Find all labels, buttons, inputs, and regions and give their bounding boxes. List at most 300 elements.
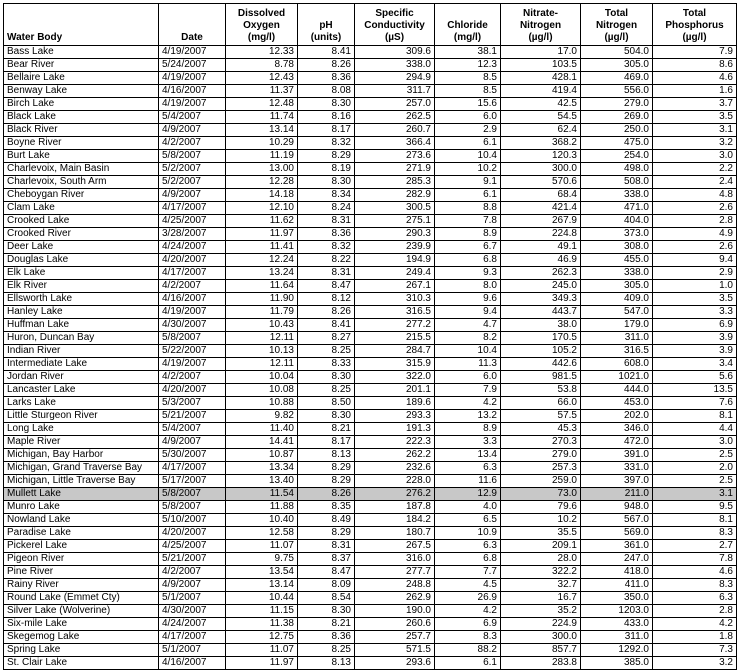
cell-water-body[interactable]: Round Lake (Emmet Cty) (4, 592, 159, 605)
cell-date[interactable]: 5/22/2007 (159, 345, 226, 358)
cell-total-nitrogen[interactable]: 311.0 (581, 631, 653, 644)
cell-specific-conductivity[interactable]: 273.6 (355, 150, 435, 163)
cell-total-phosphorus[interactable]: 2.6 (653, 241, 737, 254)
cell-date[interactable]: 5/2/2007 (159, 176, 226, 189)
table-row[interactable] (4, 423, 737, 436)
cell-total-nitrogen[interactable]: 948.0 (581, 501, 653, 514)
cell-nitrate-nitrogen[interactable]: 120.3 (501, 150, 581, 163)
cell-date[interactable]: 4/25/2007 (159, 540, 226, 553)
table-row[interactable] (4, 618, 737, 631)
cell-total-nitrogen[interactable]: 569.0 (581, 527, 653, 540)
cell-ph[interactable]: 8.50 (298, 397, 355, 410)
cell-total-nitrogen[interactable]: 444.0 (581, 384, 653, 397)
cell-total-nitrogen[interactable]: 498.0 (581, 163, 653, 176)
cell-total-phosphorus[interactable]: 1.6 (653, 85, 737, 98)
cell-specific-conductivity[interactable]: 290.3 (355, 228, 435, 241)
cell-nitrate-nitrogen[interactable]: 428.1 (501, 72, 581, 85)
cell-nitrate-nitrogen[interactable]: 349.3 (501, 293, 581, 306)
cell-chloride[interactable]: 6.8 (435, 553, 501, 566)
cell-total-phosphorus[interactable]: 3.4 (653, 358, 737, 371)
cell-date[interactable]: 4/16/2007 (159, 85, 226, 98)
cell-total-phosphorus[interactable]: 3.3 (653, 306, 737, 319)
cell-water-body[interactable]: Larks Lake (4, 397, 159, 410)
cell-total-nitrogen[interactable]: 472.0 (581, 436, 653, 449)
cell-specific-conductivity[interactable]: 201.1 (355, 384, 435, 397)
cell-dissolved-oxygen[interactable]: 12.75 (226, 631, 298, 644)
cell-ph[interactable]: 8.25 (298, 345, 355, 358)
cell-ph[interactable]: 8.29 (298, 527, 355, 540)
cell-chloride[interactable]: 6.8 (435, 254, 501, 267)
cell-date[interactable]: 4/9/2007 (159, 579, 226, 592)
cell-total-phosphorus[interactable]: 2.2 (653, 163, 737, 176)
table-row[interactable] (4, 319, 737, 332)
cell-ph[interactable]: 8.36 (298, 631, 355, 644)
cell-chloride[interactable]: 38.1 (435, 46, 501, 59)
cell-date[interactable]: 4/30/2007 (159, 605, 226, 618)
table-row[interactable] (4, 384, 737, 397)
cell-total-nitrogen[interactable]: 311.0 (581, 332, 653, 345)
cell-total-phosphorus[interactable]: 6.3 (653, 592, 737, 605)
cell-nitrate-nitrogen[interactable]: 270.3 (501, 436, 581, 449)
cell-specific-conductivity[interactable]: 222.3 (355, 436, 435, 449)
cell-chloride[interactable]: 6.0 (435, 111, 501, 124)
cell-nitrate-nitrogen[interactable]: 28.0 (501, 553, 581, 566)
cell-water-body[interactable]: Paradise Lake (4, 527, 159, 540)
cell-specific-conductivity[interactable]: 190.0 (355, 605, 435, 618)
cell-chloride[interactable]: 9.3 (435, 267, 501, 280)
cell-nitrate-nitrogen[interactable]: 46.9 (501, 254, 581, 267)
cell-ph[interactable]: 8.29 (298, 462, 355, 475)
cell-nitrate-nitrogen[interactable]: 209.1 (501, 540, 581, 553)
cell-specific-conductivity[interactable]: 315.9 (355, 358, 435, 371)
table-row[interactable] (4, 137, 737, 150)
cell-dissolved-oxygen[interactable]: 11.37 (226, 85, 298, 98)
cell-chloride[interactable]: 10.9 (435, 527, 501, 540)
cell-water-body[interactable]: Bass Lake (4, 46, 159, 59)
cell-chloride[interactable]: 6.1 (435, 137, 501, 150)
cell-dissolved-oxygen[interactable]: 10.43 (226, 319, 298, 332)
cell-specific-conductivity[interactable]: 322.0 (355, 371, 435, 384)
cell-ph[interactable]: 8.32 (298, 241, 355, 254)
cell-ph[interactable]: 8.31 (298, 267, 355, 280)
cell-dissolved-oxygen[interactable]: 14.18 (226, 189, 298, 202)
cell-water-body[interactable]: Silver Lake (Wolverine) (4, 605, 159, 618)
column-header-ph[interactable] (298, 4, 355, 46)
cell-date[interactable]: 5/2/2007 (159, 163, 226, 176)
cell-total-phosphorus[interactable]: 4.6 (653, 566, 737, 579)
table-row[interactable] (4, 488, 737, 501)
cell-dissolved-oxygen[interactable]: 11.41 (226, 241, 298, 254)
table-row[interactable] (4, 111, 737, 124)
cell-dissolved-oxygen[interactable]: 12.11 (226, 332, 298, 345)
cell-ph[interactable]: 8.37 (298, 553, 355, 566)
cell-total-nitrogen[interactable]: 1292.0 (581, 644, 653, 657)
table-row[interactable] (4, 644, 737, 657)
cell-nitrate-nitrogen[interactable]: 103.5 (501, 59, 581, 72)
cell-total-nitrogen[interactable]: 350.0 (581, 592, 653, 605)
cell-total-phosphorus[interactable]: 1.0 (653, 280, 737, 293)
cell-nitrate-nitrogen[interactable]: 17.0 (501, 46, 581, 59)
cell-water-body[interactable]: Bellaire Lake (4, 72, 159, 85)
cell-nitrate-nitrogen[interactable]: 105.2 (501, 345, 581, 358)
table-row[interactable] (4, 163, 737, 176)
cell-dissolved-oxygen[interactable]: 10.13 (226, 345, 298, 358)
cell-water-body[interactable]: Elk River (4, 280, 159, 293)
cell-dissolved-oxygen[interactable]: 12.33 (226, 46, 298, 59)
cell-date[interactable]: 4/2/2007 (159, 566, 226, 579)
cell-specific-conductivity[interactable]: 191.3 (355, 423, 435, 436)
cell-ph[interactable]: 8.41 (298, 319, 355, 332)
cell-specific-conductivity[interactable]: 284.7 (355, 345, 435, 358)
cell-dissolved-oxygen[interactable]: 11.40 (226, 423, 298, 436)
cell-water-body[interactable]: Skegemog Lake (4, 631, 159, 644)
cell-chloride[interactable]: 6.1 (435, 189, 501, 202)
table-row[interactable] (4, 436, 737, 449)
cell-ph[interactable]: 8.47 (298, 280, 355, 293)
cell-water-body[interactable]: Ellsworth Lake (4, 293, 159, 306)
table-row[interactable] (4, 124, 737, 137)
cell-specific-conductivity[interactable]: 293.6 (355, 657, 435, 670)
cell-ph[interactable]: 8.54 (298, 592, 355, 605)
cell-dissolved-oxygen[interactable]: 10.88 (226, 397, 298, 410)
cell-date[interactable]: 4/24/2007 (159, 241, 226, 254)
cell-date[interactable]: 4/19/2007 (159, 358, 226, 371)
cell-specific-conductivity[interactable]: 277.2 (355, 319, 435, 332)
cell-date[interactable]: 4/19/2007 (159, 46, 226, 59)
cell-date[interactable]: 4/30/2007 (159, 319, 226, 332)
cell-date[interactable]: 4/20/2007 (159, 527, 226, 540)
cell-total-phosphorus[interactable]: 3.9 (653, 332, 737, 345)
table-row[interactable] (4, 358, 737, 371)
cell-total-phosphorus[interactable]: 8.6 (653, 59, 737, 72)
cell-nitrate-nitrogen[interactable]: 245.0 (501, 280, 581, 293)
cell-date[interactable]: 5/4/2007 (159, 111, 226, 124)
cell-total-nitrogen[interactable]: 418.0 (581, 566, 653, 579)
cell-chloride[interactable]: 10.4 (435, 150, 501, 163)
cell-total-phosphorus[interactable]: 4.8 (653, 189, 737, 202)
cell-water-body[interactable]: Little Sturgeon River (4, 410, 159, 423)
cell-date[interactable]: 5/8/2007 (159, 332, 226, 345)
cell-chloride[interactable]: 8.9 (435, 228, 501, 241)
cell-ph[interactable]: 8.41 (298, 46, 355, 59)
cell-water-body[interactable]: Munro Lake (4, 501, 159, 514)
cell-nitrate-nitrogen[interactable]: 224.9 (501, 618, 581, 631)
cell-ph[interactable]: 8.30 (298, 410, 355, 423)
cell-date[interactable]: 4/19/2007 (159, 306, 226, 319)
cell-ph[interactable]: 8.17 (298, 436, 355, 449)
cell-date[interactable]: 5/1/2007 (159, 644, 226, 657)
cell-total-phosphorus[interactable]: 3.0 (653, 436, 737, 449)
cell-ph[interactable]: 8.08 (298, 85, 355, 98)
cell-water-body[interactable]: Pigeon River (4, 553, 159, 566)
table-row[interactable] (4, 85, 737, 98)
cell-total-nitrogen[interactable]: 455.0 (581, 254, 653, 267)
cell-total-phosphorus[interactable]: 7.8 (653, 553, 737, 566)
cell-total-nitrogen[interactable]: 254.0 (581, 150, 653, 163)
cell-nitrate-nitrogen[interactable]: 267.9 (501, 215, 581, 228)
cell-water-body[interactable]: Black Lake (4, 111, 159, 124)
table-row[interactable] (4, 553, 737, 566)
cell-nitrate-nitrogen[interactable]: 283.8 (501, 657, 581, 670)
cell-ph[interactable]: 8.16 (298, 111, 355, 124)
cell-chloride[interactable]: 6.0 (435, 371, 501, 384)
table-row[interactable] (4, 592, 737, 605)
cell-total-phosphorus[interactable]: 9.4 (653, 254, 737, 267)
cell-total-nitrogen[interactable]: 361.0 (581, 540, 653, 553)
cell-chloride[interactable]: 8.5 (435, 85, 501, 98)
cell-specific-conductivity[interactable]: 232.6 (355, 462, 435, 475)
cell-nitrate-nitrogen[interactable]: 32.7 (501, 579, 581, 592)
cell-date[interactable]: 4/16/2007 (159, 293, 226, 306)
cell-chloride[interactable]: 3.3 (435, 436, 501, 449)
cell-water-body[interactable]: Clam Lake (4, 202, 159, 215)
cell-dissolved-oxygen[interactable]: 13.40 (226, 475, 298, 488)
cell-water-body[interactable]: Black River (4, 124, 159, 137)
table-row[interactable] (4, 631, 737, 644)
table-row[interactable] (4, 202, 737, 215)
cell-dissolved-oxygen[interactable]: 13.00 (226, 163, 298, 176)
table-row[interactable] (4, 59, 737, 72)
cell-date[interactable]: 4/2/2007 (159, 137, 226, 150)
cell-specific-conductivity[interactable]: 260.7 (355, 124, 435, 137)
cell-dissolved-oxygen[interactable]: 12.43 (226, 72, 298, 85)
cell-total-phosphorus[interactable]: 3.9 (653, 345, 737, 358)
cell-nitrate-nitrogen[interactable]: 279.0 (501, 449, 581, 462)
cell-dissolved-oxygen[interactable]: 10.29 (226, 137, 298, 150)
cell-chloride[interactable]: 13.4 (435, 449, 501, 462)
cell-total-nitrogen[interactable]: 409.0 (581, 293, 653, 306)
cell-water-body[interactable]: Huffman Lake (4, 319, 159, 332)
cell-water-body[interactable]: Spring Lake (4, 644, 159, 657)
cell-nitrate-nitrogen[interactable]: 79.6 (501, 501, 581, 514)
cell-total-nitrogen[interactable]: 202.0 (581, 410, 653, 423)
cell-total-nitrogen[interactable]: 1203.0 (581, 605, 653, 618)
cell-chloride[interactable]: 10.4 (435, 345, 501, 358)
cell-specific-conductivity[interactable]: 571.5 (355, 644, 435, 657)
cell-water-body[interactable]: Rainy River (4, 579, 159, 592)
cell-ph[interactable]: 8.36 (298, 72, 355, 85)
cell-nitrate-nitrogen[interactable]: 300.0 (501, 631, 581, 644)
cell-dissolved-oxygen[interactable]: 14.41 (226, 436, 298, 449)
cell-specific-conductivity[interactable]: 228.0 (355, 475, 435, 488)
cell-specific-conductivity[interactable]: 285.3 (355, 176, 435, 189)
cell-chloride[interactable]: 8.0 (435, 280, 501, 293)
cell-dissolved-oxygen[interactable]: 11.88 (226, 501, 298, 514)
cell-nitrate-nitrogen[interactable]: 300.0 (501, 163, 581, 176)
cell-nitrate-nitrogen[interactable]: 368.2 (501, 137, 581, 150)
cell-water-body[interactable]: Nowland Lake (4, 514, 159, 527)
cell-ph[interactable]: 8.21 (298, 423, 355, 436)
cell-water-body[interactable]: Jordan River (4, 371, 159, 384)
cell-dissolved-oxygen[interactable]: 13.24 (226, 267, 298, 280)
cell-chloride[interactable]: 15.6 (435, 98, 501, 111)
table-row[interactable] (4, 657, 737, 670)
cell-total-phosphorus[interactable]: 8.3 (653, 527, 737, 540)
cell-ph[interactable]: 8.24 (298, 202, 355, 215)
cell-nitrate-nitrogen[interactable]: 68.4 (501, 189, 581, 202)
cell-dissolved-oxygen[interactable]: 11.38 (226, 618, 298, 631)
cell-date[interactable]: 5/8/2007 (159, 150, 226, 163)
cell-ph[interactable]: 8.32 (298, 137, 355, 150)
cell-nitrate-nitrogen[interactable]: 322.2 (501, 566, 581, 579)
cell-ph[interactable]: 8.49 (298, 514, 355, 527)
table-row[interactable] (4, 449, 737, 462)
cell-nitrate-nitrogen[interactable]: 49.1 (501, 241, 581, 254)
table-row[interactable] (4, 345, 737, 358)
cell-total-phosphorus[interactable]: 2.7 (653, 540, 737, 553)
cell-ph[interactable]: 8.26 (298, 488, 355, 501)
cell-total-phosphorus[interactable]: 2.6 (653, 202, 737, 215)
cell-water-body[interactable]: Michigan, Little Traverse Bay (4, 475, 159, 488)
cell-specific-conductivity[interactable]: 338.0 (355, 59, 435, 72)
cell-water-body[interactable]: Elk Lake (4, 267, 159, 280)
cell-dissolved-oxygen[interactable]: 10.40 (226, 514, 298, 527)
cell-dissolved-oxygen[interactable]: 11.97 (226, 228, 298, 241)
cell-total-phosphorus[interactable]: 3.5 (653, 293, 737, 306)
cell-total-phosphorus[interactable]: 2.0 (653, 462, 737, 475)
cell-chloride[interactable]: 8.5 (435, 72, 501, 85)
cell-ph[interactable]: 8.27 (298, 332, 355, 345)
cell-nitrate-nitrogen[interactable]: 570.6 (501, 176, 581, 189)
cell-specific-conductivity[interactable]: 260.6 (355, 618, 435, 631)
cell-total-nitrogen[interactable]: 453.0 (581, 397, 653, 410)
cell-ph[interactable]: 8.26 (298, 306, 355, 319)
cell-specific-conductivity[interactable]: 293.3 (355, 410, 435, 423)
cell-nitrate-nitrogen[interactable]: 224.8 (501, 228, 581, 241)
cell-dissolved-oxygen[interactable]: 11.07 (226, 644, 298, 657)
cell-nitrate-nitrogen[interactable]: 981.5 (501, 371, 581, 384)
table-row[interactable] (4, 371, 737, 384)
cell-dissolved-oxygen[interactable]: 8.78 (226, 59, 298, 72)
cell-water-body[interactable]: St. Clair Lake (4, 657, 159, 670)
cell-total-nitrogen[interactable]: 250.0 (581, 124, 653, 137)
table-row[interactable] (4, 150, 737, 163)
cell-water-body[interactable]: Deer Lake (4, 241, 159, 254)
cell-nitrate-nitrogen[interactable]: 442.6 (501, 358, 581, 371)
cell-nitrate-nitrogen[interactable]: 54.5 (501, 111, 581, 124)
cell-ph[interactable]: 8.21 (298, 618, 355, 631)
cell-chloride[interactable]: 9.1 (435, 176, 501, 189)
cell-chloride[interactable]: 8.9 (435, 423, 501, 436)
cell-total-nitrogen[interactable]: 475.0 (581, 137, 653, 150)
cell-water-body[interactable]: Michigan, Bay Harbor (4, 449, 159, 462)
cell-date[interactable]: 4/16/2007 (159, 657, 226, 670)
cell-total-nitrogen[interactable]: 305.0 (581, 59, 653, 72)
cell-total-phosphorus[interactable]: 9.5 (653, 501, 737, 514)
cell-total-nitrogen[interactable]: 373.0 (581, 228, 653, 241)
cell-water-body[interactable]: Huron, Duncan Bay (4, 332, 159, 345)
cell-dissolved-oxygen[interactable]: 12.10 (226, 202, 298, 215)
table-row[interactable] (4, 566, 737, 579)
cell-total-nitrogen[interactable]: 316.5 (581, 345, 653, 358)
cell-dissolved-oxygen[interactable]: 12.11 (226, 358, 298, 371)
cell-water-body[interactable]: Cheboygan River (4, 189, 159, 202)
cell-water-body[interactable]: Crooked Lake (4, 215, 159, 228)
column-header-water-body[interactable] (4, 4, 159, 46)
cell-total-nitrogen[interactable]: 391.0 (581, 449, 653, 462)
cell-total-nitrogen[interactable]: 567.0 (581, 514, 653, 527)
cell-ph[interactable]: 8.29 (298, 475, 355, 488)
cell-water-body[interactable]: Douglas Lake (4, 254, 159, 267)
cell-total-phosphorus[interactable]: 8.1 (653, 514, 737, 527)
cell-ph[interactable]: 8.09 (298, 579, 355, 592)
cell-total-nitrogen[interactable]: 404.0 (581, 215, 653, 228)
cell-specific-conductivity[interactable]: 239.9 (355, 241, 435, 254)
cell-water-body[interactable]: Benway Lake (4, 85, 159, 98)
column-header-date[interactable] (159, 4, 226, 46)
cell-dissolved-oxygen[interactable]: 9.82 (226, 410, 298, 423)
cell-chloride[interactable]: 6.5 (435, 514, 501, 527)
table-row[interactable] (4, 72, 737, 85)
cell-dissolved-oxygen[interactable]: 10.08 (226, 384, 298, 397)
cell-ph[interactable]: 8.34 (298, 189, 355, 202)
cell-date[interactable]: 4/20/2007 (159, 384, 226, 397)
cell-total-nitrogen[interactable]: 338.0 (581, 267, 653, 280)
cell-nitrate-nitrogen[interactable]: 419.4 (501, 85, 581, 98)
column-header-nitrate-nitrogen[interactable] (501, 4, 581, 46)
cell-chloride[interactable]: 8.8 (435, 202, 501, 215)
cell-date[interactable]: 4/19/2007 (159, 98, 226, 111)
cell-total-nitrogen[interactable]: 385.0 (581, 657, 653, 670)
cell-nitrate-nitrogen[interactable]: 35.2 (501, 605, 581, 618)
cell-nitrate-nitrogen[interactable]: 857.7 (501, 644, 581, 657)
cell-nitrate-nitrogen[interactable]: 62.4 (501, 124, 581, 137)
table-row[interactable] (4, 98, 737, 111)
cell-total-phosphorus[interactable]: 3.7 (653, 98, 737, 111)
cell-date[interactable]: 4/19/2007 (159, 72, 226, 85)
cell-total-nitrogen[interactable]: 331.0 (581, 462, 653, 475)
cell-date[interactable]: 4/9/2007 (159, 436, 226, 449)
cell-ph[interactable]: 8.19 (298, 163, 355, 176)
cell-water-body[interactable]: Six-mile Lake (4, 618, 159, 631)
cell-chloride[interactable]: 6.9 (435, 618, 501, 631)
cell-date[interactable]: 3/28/2007 (159, 228, 226, 241)
cell-dissolved-oxygen[interactable]: 13.14 (226, 124, 298, 137)
cell-date[interactable]: 4/17/2007 (159, 462, 226, 475)
cell-date[interactable]: 5/8/2007 (159, 488, 226, 501)
cell-ph[interactable]: 8.31 (298, 215, 355, 228)
cell-total-phosphorus[interactable]: 3.0 (653, 150, 737, 163)
cell-date[interactable]: 4/2/2007 (159, 280, 226, 293)
cell-water-body[interactable]: Burt Lake (4, 150, 159, 163)
cell-total-phosphorus[interactable]: 13.5 (653, 384, 737, 397)
cell-dissolved-oxygen[interactable]: 9.75 (226, 553, 298, 566)
cell-date[interactable]: 5/21/2007 (159, 553, 226, 566)
cell-date[interactable]: 4/17/2007 (159, 202, 226, 215)
cell-water-body[interactable]: Pickerel Lake (4, 540, 159, 553)
cell-total-phosphorus[interactable]: 5.6 (653, 371, 737, 384)
cell-nitrate-nitrogen[interactable]: 443.7 (501, 306, 581, 319)
cell-dissolved-oxygen[interactable]: 11.90 (226, 293, 298, 306)
cell-nitrate-nitrogen[interactable]: 38.0 (501, 319, 581, 332)
column-header-specific-conductivity[interactable] (355, 4, 435, 46)
cell-specific-conductivity[interactable]: 248.8 (355, 579, 435, 592)
cell-specific-conductivity[interactable]: 262.9 (355, 592, 435, 605)
table-row[interactable] (4, 46, 737, 59)
cell-specific-conductivity[interactable]: 275.1 (355, 215, 435, 228)
cell-ph[interactable]: 8.22 (298, 254, 355, 267)
table-row[interactable] (4, 540, 737, 553)
cell-dissolved-oxygen[interactable]: 11.74 (226, 111, 298, 124)
cell-chloride[interactable]: 7.9 (435, 384, 501, 397)
cell-date[interactable]: 4/17/2007 (159, 267, 226, 280)
cell-total-phosphorus[interactable]: 4.9 (653, 228, 737, 241)
table-row[interactable] (4, 267, 737, 280)
table-row[interactable] (4, 254, 737, 267)
cell-dissolved-oxygen[interactable]: 12.58 (226, 527, 298, 540)
cell-total-nitrogen[interactable]: 1021.0 (581, 371, 653, 384)
cell-chloride[interactable]: 4.7 (435, 319, 501, 332)
